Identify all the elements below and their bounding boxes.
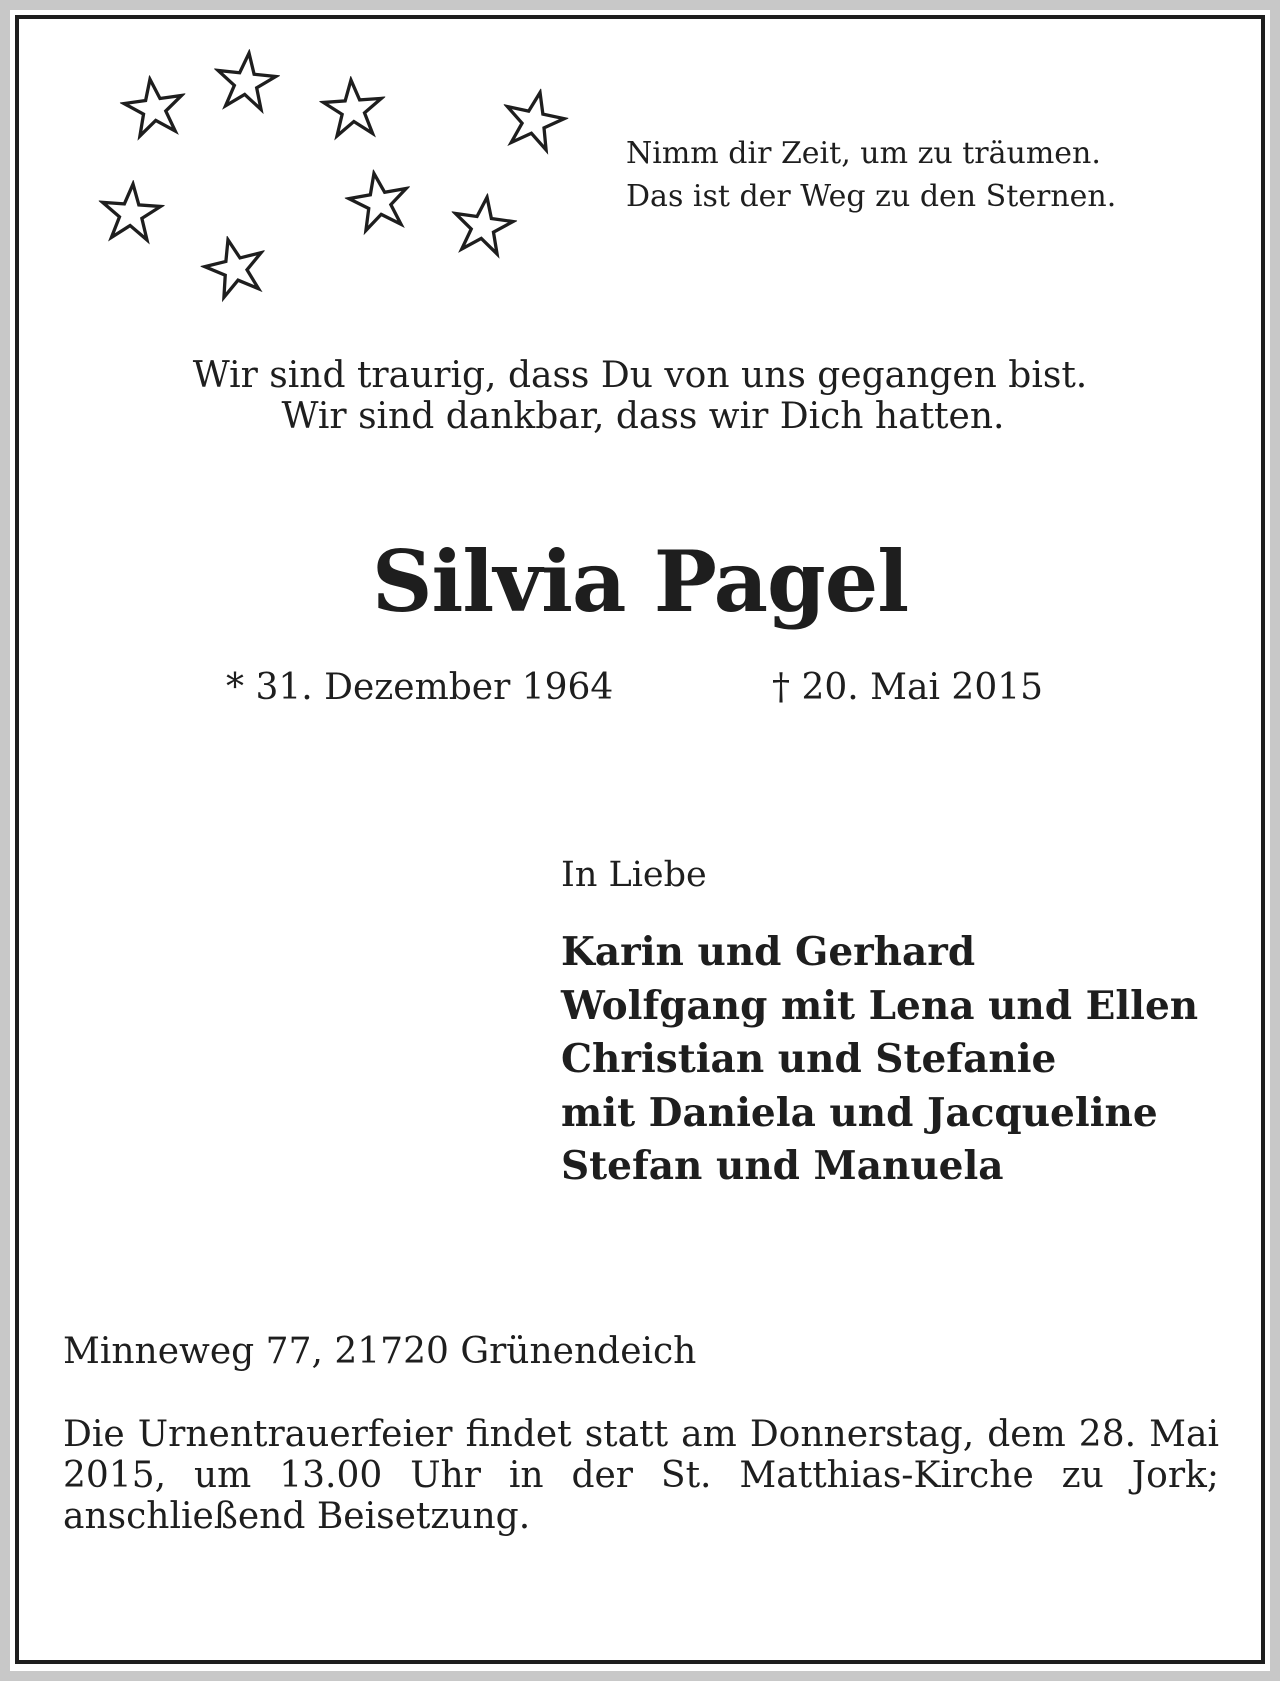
star-icon [495, 82, 573, 160]
mourner-line: mit Daniela und Jacqueline [561, 1089, 1158, 1136]
mourners-list [561, 926, 1198, 1194]
top-quote-line: Das ist der Weg zu den Sternen. [626, 179, 1117, 214]
star-icon [318, 74, 388, 144]
mourner-line: Wolfgang mit Lena und Ellen [561, 982, 1199, 1029]
top-quote-line: Nimm dir Zeit, um zu träumen. [626, 136, 1101, 171]
mourner-line: Stefan und Manuela [561, 1143, 1004, 1189]
top-quote [626, 132, 1116, 218]
star-icon [210, 46, 283, 119]
star-icon [446, 189, 521, 264]
main-quote [0, 355, 1280, 437]
funeral-service-info: Die Urnentrauerfeier findet statt am Donnerstag, dem 28. Mai 2015, um 13.00 Uhr in der St. Matthias-Kirche zu Jork; anschließend Beisetzung. [63, 1414, 1219, 1537]
main-quote-line: Wir sind traurig, dass Du von uns gegangen bist. [192, 355, 1088, 396]
in-love-label: In Liebe [561, 855, 707, 895]
star-icon [117, 71, 192, 146]
star-icon [96, 178, 166, 248]
death-date: † 20. Mai 2015 [772, 667, 1044, 708]
birth-date: * 31. Dezember 1964 [226, 667, 614, 708]
mourner-line: Karin und Gerhard [561, 929, 976, 975]
star-icon [341, 164, 417, 240]
main-quote-line: Wir sind dankbar, dass wir Dich hatten. [281, 396, 1005, 437]
mourner-line: Christian und Stefanie [561, 1036, 1057, 1082]
family-address: Minneweg 77, 21720 Grünendeich [63, 1331, 697, 1372]
deceased-name: Silvia Pagel [371, 532, 909, 631]
